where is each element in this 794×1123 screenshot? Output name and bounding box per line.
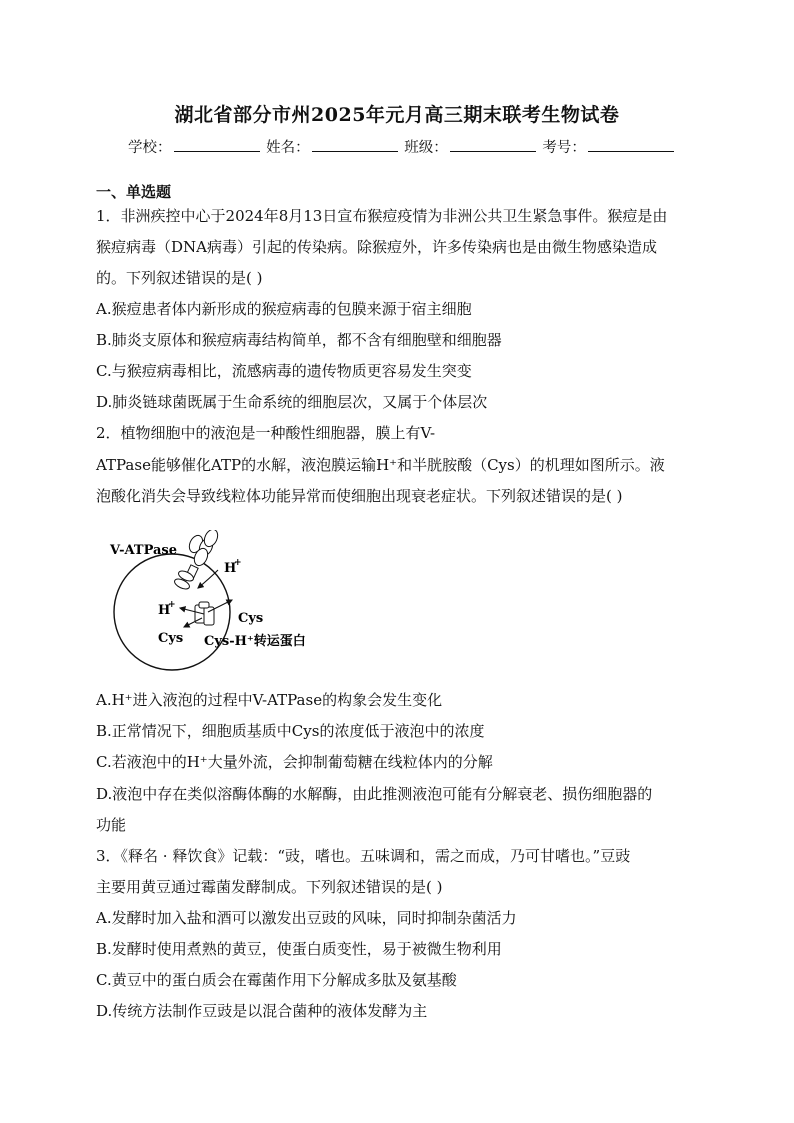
name-blank[interactable] <box>312 139 398 152</box>
q3-option-b: B.发酵时使用煮熟的黄豆，使蛋白质变性，易于被微生物利用 <box>96 940 502 958</box>
q2-option-c: C.若液泡中的H⁺大量外流，会抑制葡萄糖在线粒体内的分解 <box>96 753 493 771</box>
transporter-label: Cys-H⁺转运蛋白 <box>204 634 306 649</box>
class-blank[interactable] <box>450 139 536 152</box>
q3-stem-line-1: 3．《释名 · 释饮食》记载：“豉，嗜也。五味调和，需之而成，乃可甘嗜也。”豆豉 <box>96 847 631 865</box>
name-label: 姓名： <box>266 140 310 156</box>
cys-inside-label: Cys <box>158 631 184 646</box>
exam-title: 湖北省部分市州2025年元月高三期末联考生物试卷 <box>174 104 620 126</box>
q3-option-c: C.黄豆中的蛋白质会在霉菌作用下分解成多肽及氨基酸 <box>96 971 457 989</box>
v-atpase-label: V-ATPase <box>110 543 178 558</box>
school-blank[interactable] <box>174 139 260 152</box>
q3-option-a: A.发酵时加入盐和酒可以激发出豆豉的风味，同时抑制杂菌活力 <box>96 909 517 927</box>
h-outside-plus: + <box>234 558 242 568</box>
q2-stem-line-3: 泡酸化消失会导致线粒体功能异常而使细胞出现衰老症状。下列叙述错误的是( ) <box>96 487 623 505</box>
class-label: 班级： <box>404 140 448 156</box>
vacuole-transport-diagram <box>100 530 330 680</box>
q1-option-d: D.肺炎链球菌既属于生命系统的细胞层次，又属于个体层次 <box>96 393 488 411</box>
q2-stem-line-2: ATPase能够催化ATP的水解，液泡膜运输H⁺和半胱胺酸（Cys）的机理如图所示。液 <box>96 456 665 474</box>
q2-stem-line-1: 2．植物细胞中的液泡是一种酸性细胞器，膜上有V- <box>96 424 436 442</box>
h-outside-label: H <box>224 561 237 576</box>
q3-stem-line-2: 主要用黄豆通过霉菌发酵制成。下列叙述错误的是( ) <box>96 878 443 896</box>
cys-h-transporter-icon <box>195 602 214 625</box>
h-inside-label: H <box>158 603 171 618</box>
q2-option-b: B.正常情况下，细胞质基质中Cys的浓度低于液泡中的浓度 <box>96 722 485 740</box>
q1-option-c: C.与猴痘病毒相比，流感病毒的遗传物质更容易发生突变 <box>96 362 472 380</box>
q1-option-a: A.猴痘患者体内新形成的猴痘病毒的包膜来源于宿主细胞 <box>96 300 472 318</box>
v-atpase-icon <box>173 530 220 591</box>
student-info-line <box>128 136 676 157</box>
q1-option-b: B.肺炎支原体和猴痘病毒结构简单，都不含有细胞壁和细胞器 <box>96 331 502 349</box>
number-label: 考号： <box>542 140 586 156</box>
school-label: 学校： <box>128 140 172 156</box>
q2-option-a: A.H⁺进入液泡的过程中V-ATPase的构象会发生变化 <box>96 691 443 709</box>
cys-outside-label: Cys <box>238 611 264 626</box>
number-blank[interactable] <box>588 139 674 152</box>
q1-stem-line-2: 猴痘病毒（DNA病毒）引起的传染病。除猴痘外，许多传染病也是由微生物感染造成 <box>96 238 657 256</box>
section-heading: 一、单选题 <box>96 183 172 201</box>
q2-option-d-line-1: D.液泡中存在类似溶酶体酶的水解酶，由此推测液泡可能有分解衰老、损伤细胞器的 <box>96 785 653 803</box>
q1-stem-line-1: 1．非洲疾控中心于2024年8月13日宣布猴痘疫情为非洲公共卫生紧急事件。猴痘是由 <box>96 207 668 225</box>
h-inside-plus: + <box>168 600 176 610</box>
q3-option-d: D.传统方法制作豆豉是以混合菌种的液体发酵为主 <box>96 1002 428 1020</box>
q1-stem-line-3: 的。下列叙述错误的是( ) <box>96 269 263 287</box>
q2-option-d-line-2: 功能 <box>96 816 127 834</box>
